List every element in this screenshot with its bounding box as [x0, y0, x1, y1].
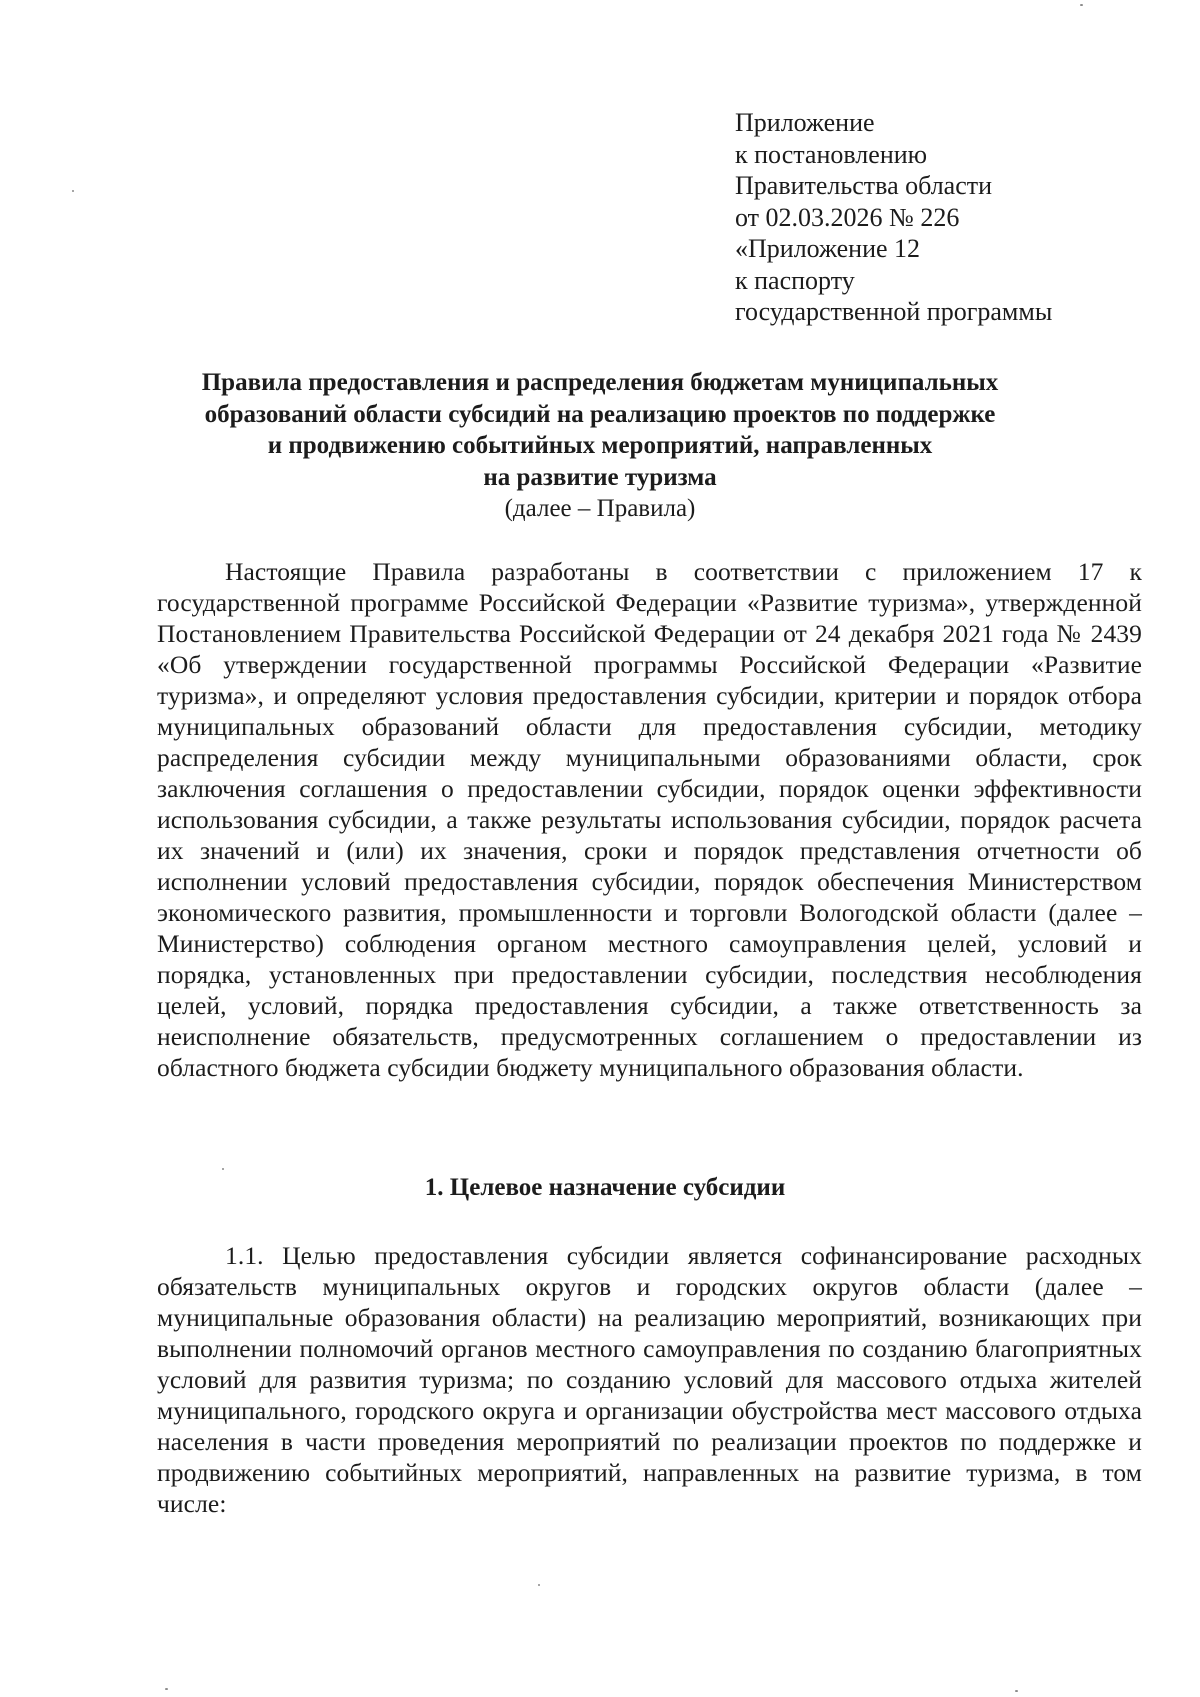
header-line: Правительства области: [735, 171, 993, 200]
appendix-header: [735, 107, 1052, 328]
intro-paragraph: Настоящие Правила разработаны в соответствии с приложением 17 к государственной программе Российской Федерации «Развитие туризма», утвержденной Постановлением Правительства Российской Федерации от 24 декабря 2021 года № 2439 «Об утверждении государственной программы Российской Федерации «Развитие туризма», и определяют условия предоставления субсидии, критерии и порядок отбора муниципальных образований области для предоставления субсидии, методику распределения субсидии между муниципальными образованиями области, срок заключения соглашения о предоставлении субсидии, порядок оценки эффективности использования субсидии, а также результаты использования субсидии, порядок расчета их значений и (или) их значения, сроки и порядок представления отчетности об исполнении условий предоставления субсидии, порядок обеспечения Министерством экономического развития, промышленности и торговли Вологодской области (далее – Министерство) соблюдения органом местного самоуправления целей, условий и порядка, установленных при предоставлении субсидии, последствия несоблюдения целей, условий, порядка предоставления субсидии, а также ответственность за неисполнение обязательств, предусмотренных соглашением о предоставлении из областного бюджета субсидии бюджету муниципального образования области.: [157, 557, 1142, 1082]
header-line: «Приложение 12: [735, 234, 921, 263]
header-line: от 02.03.2026 № 226: [735, 202, 960, 232]
scan-speck: [222, 1168, 224, 1170]
title-line: и продвижению событийных мероприятий, направленных: [267, 432, 933, 459]
scan-speck: [538, 1584, 540, 1586]
title-line: образований области субсидий на реализацию проектов по поддержке: [204, 400, 996, 428]
scan-speck: [1080, 4, 1083, 6]
header-line: к паспорту: [735, 265, 855, 295]
header-line: Приложение: [735, 108, 875, 137]
section-heading: 1. Целевое назначение субсидии: [424, 1174, 786, 1201]
document-title: [150, 367, 1050, 525]
title-line: на развитие туризма: [483, 463, 717, 491]
title-line: Правила предоставления и распределения бюджетам муниципальных: [201, 369, 999, 396]
header-line: к постановлению: [735, 139, 928, 169]
scan-speck: [1015, 1690, 1018, 1692]
scan-speck: [165, 1688, 168, 1690]
paragraph-1-1: 1.1. Целью предоставления субсидии является софинансирование расходных обязательств муниципальных округов и городских округов области (далее – муниципальные образования области) на реализацию мероприятий, возникающих при выполнении полномочий органов местного самоуправления по созданию благоприятных условий для развития туризма; по созданию условий для массового отдыха жителей муниципального, городского округа и организации обустройства мест массового отдыха населения в части проведения мероприятий по реализации проектов по поддержке и продвижению событийных мероприятий, направленных на развитие туризма, в том числе:: [157, 1241, 1142, 1518]
header-line: государственной программы: [735, 297, 1053, 326]
scan-speck: [72, 190, 74, 192]
title-subtitle: (далее – Правила): [504, 495, 696, 522]
